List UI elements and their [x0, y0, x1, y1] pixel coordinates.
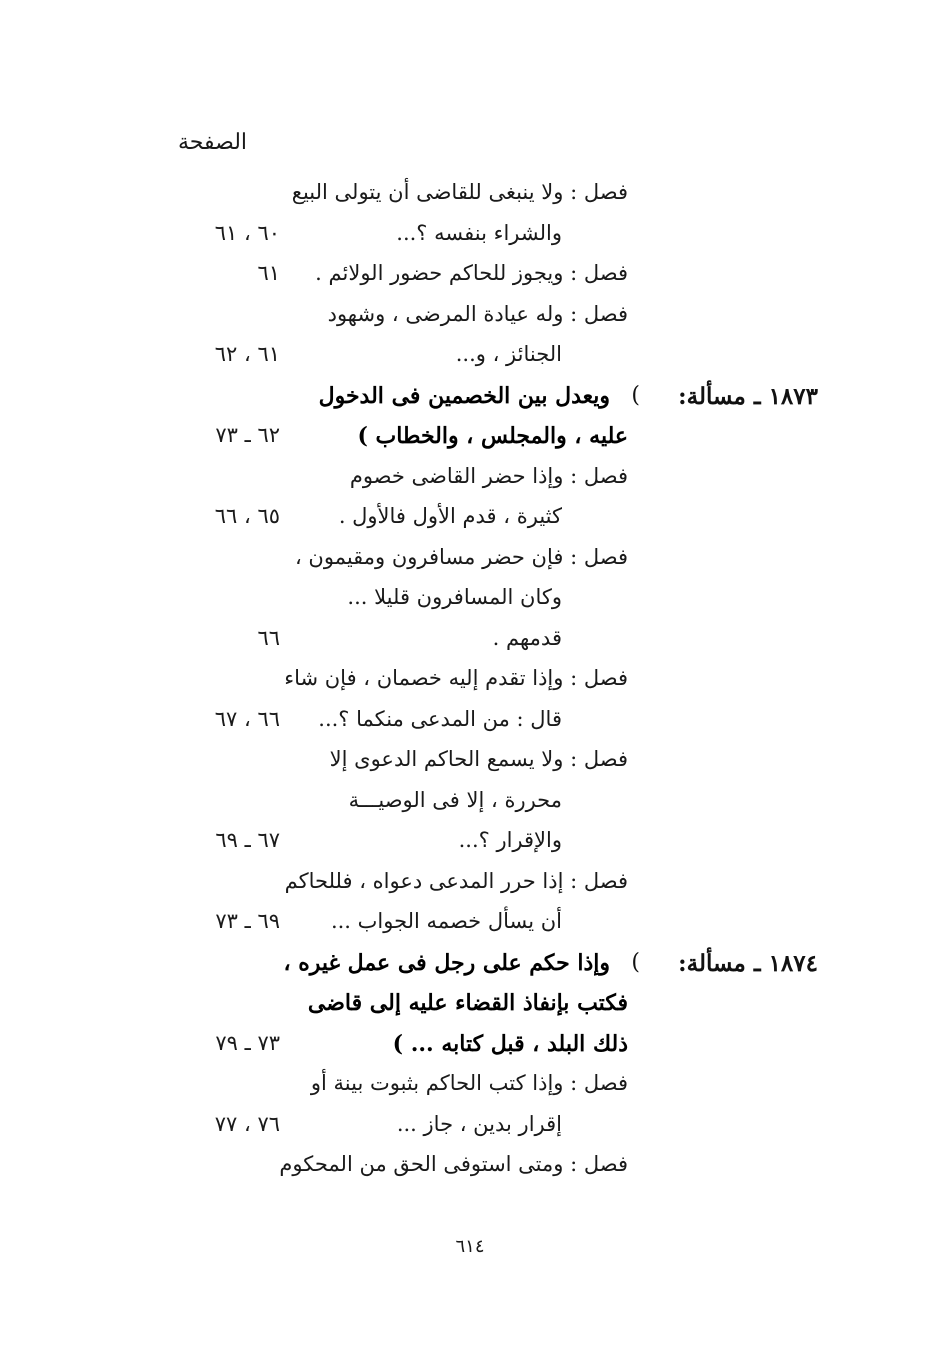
page-reference: ٦٥ ، ٦٦ [214, 504, 280, 528]
entry-text: فصل : إذا حرر المدعى دعواه ، فللحاكم [284, 868, 628, 893]
entry-text: فصل : وإذا حضر القاضى خصوم [349, 463, 628, 488]
entry-text: كثيرة ، قدم الأول فالأول . [338, 504, 562, 528]
index-row [0, 462, 940, 502]
entry-text: والإقرار ؟... [458, 828, 562, 852]
entry-text: عليه ، والمجلس ، والخطاب ) [357, 423, 628, 449]
entry-text: ويعدل بين الخصمين فى الدخول [318, 382, 610, 409]
page-reference: ٦٩ ـ ٧٣ [215, 909, 280, 933]
page-column-header: الصفحة [178, 130, 248, 155]
page-reference: ٦١ [257, 261, 280, 285]
entry-text: أن يسأل خصمه الجواب ... [330, 909, 562, 933]
entry-text: محررة ، إلا فى الوصيـــة [348, 787, 562, 812]
entry-text: والشراء بنفسه ؟... [396, 220, 562, 245]
page-reference: ٦٠ ، ٦١ [214, 220, 280, 245]
page-reference: ٦٦ ، ٦٧ [214, 706, 280, 731]
index-row [0, 543, 940, 583]
opening-parenthesis: ( [631, 382, 640, 408]
entry-text: وكان المسافرون قليلا ... [347, 585, 562, 609]
entry-text: فصل : وإذا تقدم إليه خصمان ، فإن شاء [284, 666, 628, 690]
index-row [0, 381, 940, 421]
entry-text: فصل : وإذا كتب الحاكم بثبوت بينة أو [310, 1071, 628, 1095]
entry-text: فصل : وله عيادة المرضى ، وشهود [327, 301, 628, 326]
masala-number: ١٨٧٤ ـ مسألة: [678, 949, 818, 977]
entry-text: وإذا حكم على رجل فى عمل غيره ، [283, 949, 610, 976]
index-row [0, 300, 940, 340]
entry-text: ذلك البلد ، قبل كتابه ... ) [392, 1030, 628, 1057]
masala-number: ١٨٧٣ ـ مسألة: [678, 382, 818, 410]
index-row [0, 664, 940, 704]
index-row [0, 1150, 940, 1190]
entry-text: الجنائز ، و... [455, 342, 562, 366]
entry-text: قال : من المدعى منكما ؟... [318, 706, 562, 731]
entry-text: فصل : ويجوز للحاكم حضور الولائم . [315, 261, 628, 285]
entry-text: إقرار بدين ، جاز ... [396, 1111, 562, 1136]
index-row [0, 745, 940, 785]
opening-parenthesis: ( [631, 949, 640, 975]
index-row [0, 907, 940, 947]
index-row [0, 624, 940, 664]
index-row [0, 1110, 940, 1150]
page-reference: ٦١ ، ٦٢ [214, 342, 280, 366]
index-row [0, 1069, 940, 1109]
entry-text: فصل : ومتى استوفى الحق من المحكوم [279, 1152, 628, 1176]
page-reference: ٧٣ ـ ٧٩ [215, 1030, 280, 1055]
index-row [0, 948, 940, 988]
index-row [0, 826, 940, 866]
entry-text: فصل : ولا يسمع الحاكم الدعوى إلا [329, 747, 628, 771]
entry-text: قدمهم . [492, 625, 562, 650]
index-row [0, 988, 940, 1028]
index-row [0, 786, 940, 826]
index-row [0, 502, 940, 542]
index-row [0, 583, 940, 623]
index-row [0, 259, 940, 299]
entry-text: فكتب بإنفاذ القضاء عليه إلى قاضى [307, 990, 628, 1016]
page-reference: ٦٧ ـ ٦٩ [215, 828, 280, 852]
page-number: ٦١٤ [455, 1236, 485, 1257]
index-row [0, 867, 940, 907]
entry-text: فصل : ولا ينبغى للقاضى أن يتولى البيع [291, 180, 628, 204]
index-row [0, 705, 940, 745]
page-reference: ٧٦ ، ٧٧ [214, 1111, 280, 1136]
index-row [0, 178, 940, 218]
index-row [0, 219, 940, 259]
entry-text: فصل : فإن حضر مسافرون ومقيمون ، [294, 544, 628, 569]
page-reference: ٦٢ ـ ٧٣ [215, 423, 280, 447]
index-row [0, 421, 940, 461]
index-row [0, 1029, 940, 1069]
page-reference: ٦٦ [257, 625, 280, 650]
index-row [0, 340, 940, 380]
